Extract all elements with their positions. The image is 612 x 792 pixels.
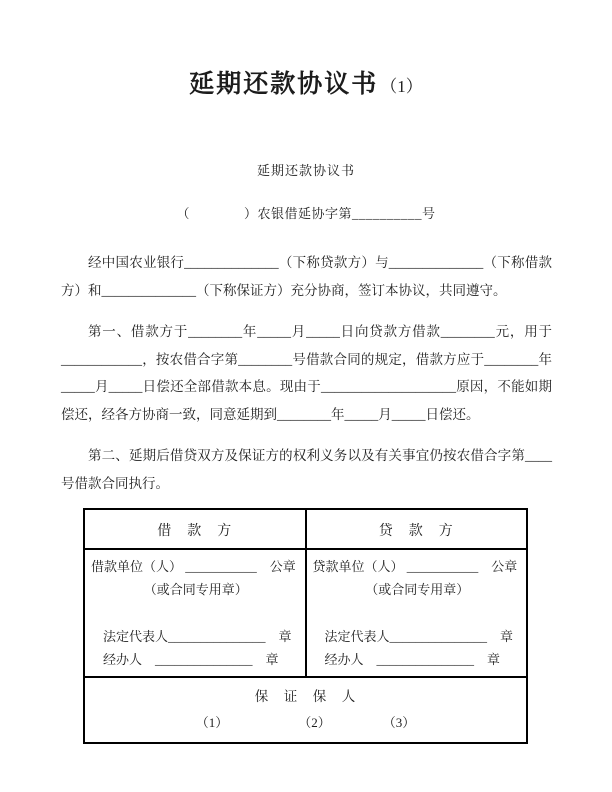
doc-subtitle: 延期还款协议书 xyxy=(256,163,355,178)
lender-unit-line: 贷款单位（人） ___________ 公章 xyxy=(312,559,518,574)
signature-table xyxy=(83,508,528,744)
lender-legal-rep-line: 法定代表人_______________ 章 xyxy=(324,629,514,644)
table-guarantor-row xyxy=(84,677,527,743)
borrower-cell xyxy=(84,549,306,677)
page-title-text: 延期还款协议书 xyxy=(189,71,379,98)
borrower-unit-line: 借款单位（人） ___________ 公章 xyxy=(91,559,296,574)
guarantor-item-2: （2） xyxy=(298,715,331,730)
borrower-seal-note: （或合同专用章） xyxy=(143,582,248,597)
lender-header-cell: 贷 款 方 xyxy=(306,509,528,549)
page-title xyxy=(0,64,612,100)
borrower-header-cell: 借 款 方 xyxy=(84,509,306,549)
doc-number-line: （ ）农银借延协字第__________号 xyxy=(176,206,436,221)
body-text xyxy=(61,249,552,511)
borrower-handler-line: 经办人 _______________ 章 xyxy=(103,652,279,667)
paragraph-clause1: 第一、借款方于________年_____月_____日向贷款方借款________元，用于____________，按农借合字第________号借款合同的规定，借款方应于________年_____月_____日偿还全部借款本息。现由于____________________原因，不能如期偿还，经各方协商一致，同意延期到________年_____月_____日偿还。 xyxy=(61,324,552,422)
paragraph-intro: 经中国农业银行______________（下称贷款方）与______________（下称借款方）和______________（下称保证方）充分协商，签订本协议，共同遵守。 xyxy=(61,255,552,298)
lender-seal-note: （或合同专用章） xyxy=(365,582,470,597)
lender-cell xyxy=(306,549,528,677)
page-title-number: （1） xyxy=(380,77,423,96)
guarantor-title: 保 证 保 人 xyxy=(254,689,357,704)
lender-handler-line: 经办人 _______________ 章 xyxy=(324,652,501,667)
table-party-row xyxy=(84,549,527,677)
guarantor-cell xyxy=(84,677,527,743)
borrower-legal-rep-line: 法定代表人_______________ 章 xyxy=(103,629,292,644)
table-header-row xyxy=(84,509,527,549)
guarantor-items xyxy=(85,712,526,731)
guarantor-item-3: （3） xyxy=(382,715,416,730)
guarantor-item-1: （1） xyxy=(195,715,229,730)
paragraph-clause2: 第二、延期后借贷双方及保证方的权利义务以及有关事宜仍按农借合字第____号借款合同执行。 xyxy=(61,448,552,491)
